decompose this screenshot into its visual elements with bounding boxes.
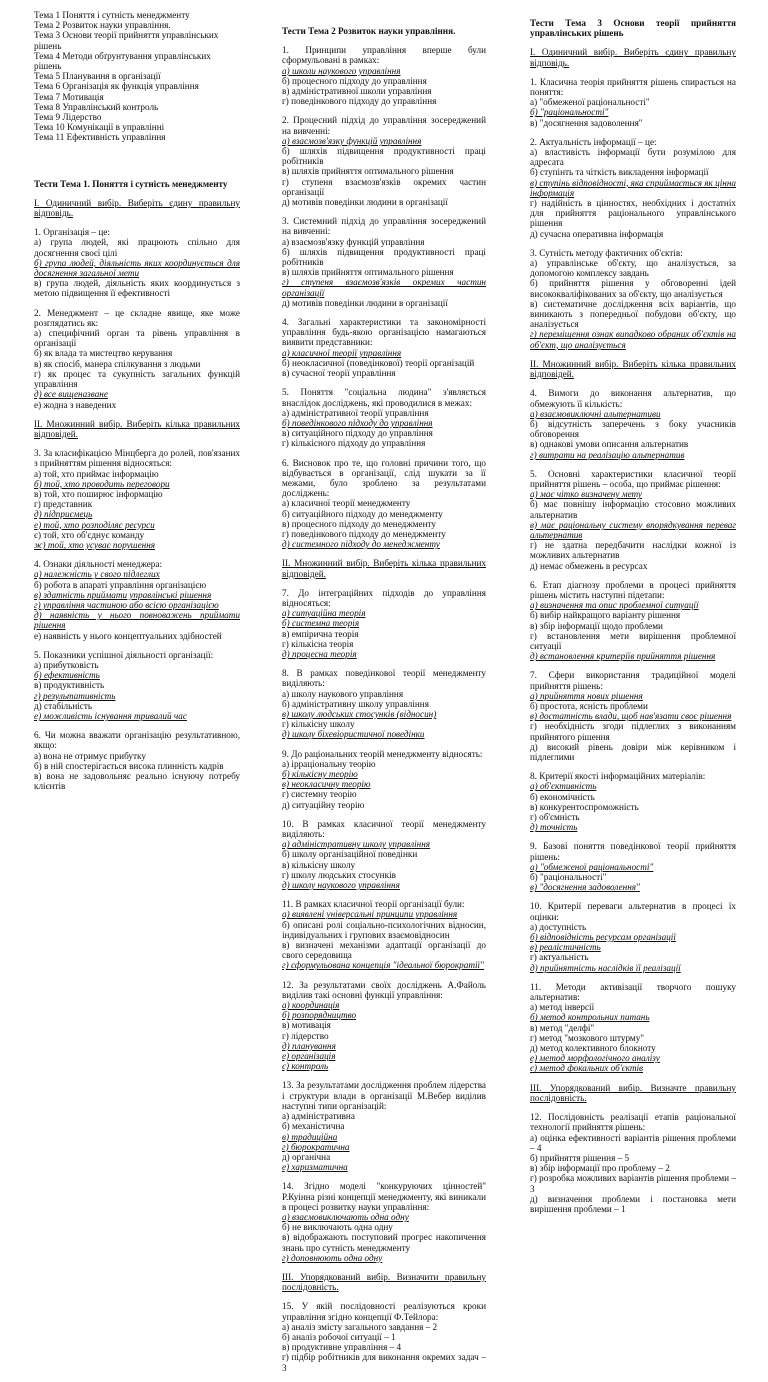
answer-option: в) систематичне дослідження всіх варіантів, що виникають з попередньої побудови об'єкту, що аналізується xyxy=(530,298,736,330)
answer-option: б) вибір найкращого варіанту рішення xyxy=(530,610,681,621)
answer-option: г) розробка можливих варіантів рішення проблеми – 3 xyxy=(530,1173,736,1194)
answer-option-correct: а) ситуаційна теорія xyxy=(282,608,366,619)
question-block xyxy=(282,668,486,739)
answer-option-correct: б) відповідність ресурсам організації xyxy=(530,932,676,943)
question-block xyxy=(34,650,240,721)
answer-option: в) збір інформації щодо проблеми xyxy=(530,620,663,631)
answer-option: д) органічна xyxy=(282,1151,331,1162)
question-text: 12. За результатами своїх досліджень А.Файоль виділив такі основні функції управління: xyxy=(282,979,486,1000)
answer-option: б) простота, ясність проблеми xyxy=(530,700,648,711)
answer-option: а) взаємозв'язку функцій управління xyxy=(282,236,425,247)
answer-option: а) метод інверсії xyxy=(530,1002,595,1013)
answer-option: в) сучасної теорії управління xyxy=(282,368,396,379)
answer-option: г) як процес та сукупність загальних функцій управління xyxy=(34,368,240,390)
answer-option-correct: д) наявність у нього повноважень приймати рішення xyxy=(34,610,240,631)
question-text: 1. Класична теорія прийняття рішень спирається на поняття: xyxy=(530,76,736,98)
answer-option: д) стабільність xyxy=(34,700,93,711)
answer-option-correct: д) планування xyxy=(282,1040,336,1051)
answer-option-correct: в) здатність приймати управлінські рішення xyxy=(34,589,212,600)
answer-option-correct: г) переміщення ознак випадково обраних об'єктів на об'єкт, що аналізується xyxy=(530,329,736,350)
answer-option-correct: б) метод контрольних питань xyxy=(530,1012,650,1023)
question-text: 5. Основні характеристики класичної теорії прийняття рішень – особа, що приймає рішення: xyxy=(530,468,736,489)
answer-option-correct: д) підприємець xyxy=(34,509,93,520)
answer-option: а) ірраціональну теорію xyxy=(282,758,376,769)
answer-option: б) робота в апараті управління організацією xyxy=(34,579,207,590)
right-column xyxy=(530,18,736,1223)
question-text: 4. Вимоги до виконання альтернатив, що обмежують її кількість: xyxy=(530,388,736,409)
question-block xyxy=(282,980,486,1072)
answer-option: в) визначені механізми адаптації організації до свого середовища xyxy=(282,940,486,961)
question-text: 11. Методи активізації творчого пошуку альтернатив: xyxy=(530,981,736,1003)
answer-option-correct: д) точність xyxy=(530,822,578,833)
answer-option-correct: а) взаємозв'язку функцій управління xyxy=(282,135,422,146)
question-block xyxy=(282,1301,486,1372)
question-block xyxy=(34,559,240,641)
answer-option-correct: в) достатність влади, щоб нав'язати своє рішення xyxy=(530,711,732,722)
answer-option: в) емпірична теорія xyxy=(282,628,359,639)
question-block xyxy=(34,227,240,298)
question-text: 15. У якій послідовності реалізуються кроки управління згідно концепції Ф.Тейлора: xyxy=(282,1301,486,1322)
question-text: 12. Послідовність реалізації етапів раціональної технології прийняття рішень: xyxy=(530,1112,736,1133)
answer-option-correct: а) взаємовиключають одна одну xyxy=(282,1211,409,1222)
answer-option-correct: д) все вищеназване xyxy=(34,389,108,400)
topic-list-item: Тема 5 Планування в організації xyxy=(34,71,161,82)
answer-option: в) "досягнення задоволення" xyxy=(530,117,643,128)
answer-option: г) представник xyxy=(34,499,93,510)
question-block xyxy=(282,45,486,106)
answer-option: в) ситуаційного підходу до управління xyxy=(282,428,433,439)
answer-option-correct: г) управління частиною або всією організацією xyxy=(34,599,219,610)
answer-option: а) доступність xyxy=(530,921,587,932)
answer-option: б) описані ролі соціально-психологічних відносин, індивідуальних і групових взаємовідносин xyxy=(282,919,486,940)
answer-option-correct: в) має раціональну систему впорядкування переваг альтернатив xyxy=(530,519,736,540)
question-block xyxy=(34,308,240,410)
answer-option: д) немає обмежень в ресурсах xyxy=(530,560,648,571)
answer-option-correct: д) системного підходу до менеджменту xyxy=(282,539,440,550)
topic-list-item: Тема 8 Управлінський контроль xyxy=(34,101,159,112)
answer-option-correct: а) визначення та опис проблемної ситуації xyxy=(530,600,699,611)
answer-option: в) однакові умови описання альтернатив xyxy=(530,439,689,450)
answer-option: б) шляхів підвищення продуктивності праці робітників xyxy=(282,146,486,167)
answer-option-correct: а) виявлені універсальні принципи управління xyxy=(282,909,458,920)
answer-option-correct: г) витрати на реалізацію альтернатив xyxy=(530,449,685,460)
answer-option: г) поведінкового підходу до управління xyxy=(282,96,437,107)
answer-option: г) не здатна передбачити наслідки кожної із можливих альтернатив xyxy=(530,540,736,561)
answer-option-correct: е) можливість існування тривалий час xyxy=(34,710,187,721)
question-block xyxy=(282,899,486,970)
question-text: 1. Принципи управління вперше були сформульовані в рамках: xyxy=(282,45,486,66)
answer-option: б) економічність xyxy=(530,791,595,802)
section-instruction: ІІ. Множинний вибір. Виберіть кілька правильних відповідей. xyxy=(282,558,486,579)
question-block xyxy=(530,580,736,662)
answer-option: г) системну теорію xyxy=(282,789,357,800)
answer-option: г) актуальність xyxy=(530,952,589,963)
answer-option: д) високий рівень довіри між керівником і підлеглими xyxy=(530,741,736,762)
topic-list-item: Тема 6 Організація як функція управління xyxy=(34,81,199,92)
answer-option-correct: б) розпорядництво xyxy=(282,1010,357,1021)
answer-option-correct: в) школу людських стосунків (відносин) xyxy=(282,708,437,719)
answer-option: а) управлінське об'єкту, що аналізується, за допомогою комплексу завдань xyxy=(530,258,736,279)
answer-option: а) специфічний орган та рівень управління в організації xyxy=(34,328,240,349)
answer-option: г) надійність в цінностях, необхідних і достатніх для прийняття раціонального управлінського рішення xyxy=(530,198,736,229)
answer-option-correct: г) доповнюють одна одну xyxy=(282,1252,383,1263)
test-heading: Тести Тема 3 Основи теорії прийняття управлінських рішень xyxy=(530,18,736,39)
test-topic-2 xyxy=(282,26,486,1373)
question-block xyxy=(530,841,736,892)
answer-option: в) метод "делфі" xyxy=(530,1022,595,1033)
answer-option: б) "раціональності" xyxy=(530,872,607,883)
question-block xyxy=(282,387,486,448)
question-text: 6. Висновок про те, що головні причини того, що відбувається в організації, слід шукати за її межами, було зроблено за результатами досліджень: xyxy=(282,457,486,499)
question-text: 4. Загальні характеристики та закономірності управління будь-якою організацією намагаються виявити представники: xyxy=(282,317,486,348)
answer-option-correct: а) координація xyxy=(282,1000,340,1011)
topic-list xyxy=(34,10,240,143)
answer-option: в) той, хто поширює інформацію xyxy=(34,488,163,499)
answer-option-correct: є) контроль xyxy=(282,1061,329,1072)
question-block xyxy=(34,448,240,550)
answer-option-correct: а) "обмеженої раціональності" xyxy=(530,861,654,872)
question-block xyxy=(282,1181,486,1263)
answer-option: б) не виключають одна одну xyxy=(282,1222,393,1233)
question-block xyxy=(530,137,736,239)
section-instruction: ІІ. Множинний вибір. Виберіть кілька правильних відповідей. xyxy=(34,418,240,439)
answer-option: д) ситуаційну теорію xyxy=(282,799,365,810)
answer-option: д) метод колективного блокноту xyxy=(530,1043,656,1054)
question-text: 6. Чи можна вважати організацію результативною, якщо: xyxy=(34,730,240,751)
answer-option-correct: г) результативність xyxy=(34,690,116,701)
answer-option-correct: д) прийнятність наслідків її реалізації xyxy=(530,962,681,973)
answer-option: е) жодна з наведених xyxy=(34,399,117,410)
answer-option: а) той, хто приймає інформацію xyxy=(34,468,159,479)
question-text: 10. В рамках класичної теорії менеджменту виділяють: xyxy=(282,818,486,840)
answer-option: г) встановлення мети вирішення проблемної ситуації xyxy=(530,630,736,651)
answer-option: д) мотивів поведінки людини в організації xyxy=(282,297,448,308)
answer-option-correct: в) "досягнення задоволення" xyxy=(530,882,640,893)
left-column xyxy=(34,10,240,800)
answer-option: в) продуктивність xyxy=(34,680,105,691)
question-text: 10. Критерії переваги альтернатив в процесі їх оцінки: xyxy=(530,901,736,922)
question-text: 4. Ознаки діяльності менеджера: xyxy=(34,559,163,570)
answer-option: в) кількісну школу xyxy=(282,859,356,870)
section-instruction: ІІІ. Упорядкований вибір. Визначте правильну послідовність. xyxy=(530,1082,736,1103)
answer-option: б) школу організаційної поведінки xyxy=(282,849,418,860)
topic-list-item: Тема 1 Поняття і сутність менеджменту xyxy=(34,10,190,20)
answer-option: д) мотивів поведінки людини в організації xyxy=(282,197,448,208)
answer-option: г) ступеня взаємозв'язків окремих частин організації xyxy=(282,176,486,197)
answer-option-correct: б) ефективність xyxy=(34,670,100,681)
answer-option: б) ситуаційного підходу до менеджменту xyxy=(282,508,443,519)
answer-option-correct: а) адміністративну школу управління xyxy=(282,839,431,850)
answer-option: в) група людей, діяльність яких координується з метою підвищення її ефективності xyxy=(34,278,240,299)
question-block xyxy=(530,982,736,1074)
answer-option-correct: а) має чітко визначену мету xyxy=(530,489,643,500)
question-text: 1. Організація – це: xyxy=(34,227,110,238)
question-text: 2. Процесний підхід до управління зосереджений на вивченні: xyxy=(282,115,486,136)
answer-option: в) вона не задовольняє реально існуючу потребу клієнтів xyxy=(34,771,240,792)
answer-option: г) підбір робітників для виконання окремих задач – 3 xyxy=(282,1352,486,1373)
answer-option-correct: ж) той, хто усуває порушення xyxy=(34,539,156,550)
question-text: 3. Системний підхід до управління зосереджений на вивченні: xyxy=(282,216,486,237)
question-block xyxy=(282,458,486,550)
answer-option: б) відсутність заперечень з боку учасників обговорення xyxy=(530,418,736,440)
answer-option: в) адміністративної школи управління xyxy=(282,86,432,97)
question-block xyxy=(530,1112,736,1214)
topic-list-item: Тема 9 Лідерство xyxy=(34,112,102,123)
question-text: 11. В рамках класичної теорії організації були: xyxy=(282,899,465,910)
question-text: 9. До раціональних теорій менеджменту відносять: xyxy=(282,748,483,759)
answer-option-correct: б) системна теорія xyxy=(282,618,360,629)
question-text: 7. Сфери використання традиційної моделі прийняття рішень: xyxy=(530,670,736,691)
answer-option: г) поведінкового підходу до менеджменту xyxy=(282,528,446,539)
answer-option: б) в ній спостерігається висока плинність кадрів xyxy=(34,760,224,771)
answer-option: в) конкурентоспроможність xyxy=(530,801,639,812)
answer-option: д) сучасна оперативна інформація xyxy=(530,228,664,239)
answer-option: г) необхідність згоди підлеглих з виконанням прийнятого рішення xyxy=(530,721,736,742)
topic-list-item: Тема 2 Розвиток науки управління. xyxy=(34,20,171,31)
answer-option: а) школу наукового управління xyxy=(282,688,404,699)
answer-option-correct: д) школу наукового управління xyxy=(282,880,400,891)
answer-option: в) відображають поступовий прогрес накопичення знань про сутність менеджменту xyxy=(282,1232,486,1253)
question-block xyxy=(530,771,736,832)
answer-option: г) лідерство xyxy=(282,1030,329,1041)
question-text: 8. Критерії якості інформаційних матеріалів: xyxy=(530,771,706,782)
answer-option: г) кількісна теорія xyxy=(282,638,354,649)
question-text: 3. Сутність методу фактичних об'єктів: xyxy=(530,247,683,258)
question-block xyxy=(282,1080,486,1172)
answer-option-correct: д) школу біхевіористичної поведінки xyxy=(282,729,425,740)
answer-option: в) як спосіб, манера спілкування з людьми xyxy=(34,358,201,369)
answer-option: г) школу людських стосунків xyxy=(282,869,396,880)
answer-option-correct: д) процесна теорія xyxy=(282,648,357,659)
question-block xyxy=(282,216,486,308)
answer-option: б) ступінть та чіткість викладення інформації xyxy=(530,167,709,178)
answer-option: б) прийняття рішення у обговоренні ідей висококваліфікованих за об'єкту, що аналізується xyxy=(530,278,736,299)
topic-list-item: Тема 3 Основи теорії прийняття управлінських рішень xyxy=(34,30,221,51)
answer-option-correct: е) метод морфологічного аналізу xyxy=(530,1053,660,1064)
answer-option-correct: а) належність у свого підлеглих xyxy=(34,569,160,580)
answer-option-correct: в) традиційна xyxy=(282,1131,338,1142)
answer-option: г) об'ємність xyxy=(530,812,580,823)
answer-option-correct: б) поведінкового підходу до управління xyxy=(282,417,433,428)
question-text: 9. Базові поняття поведінкової теорії прийняття рішень: xyxy=(530,841,736,862)
answer-option: г) кількісного підходу до управління xyxy=(282,438,426,449)
answer-option: д) визначення проблеми і постановка мети вирішення проблеми – 1 xyxy=(530,1193,736,1214)
answer-option: б) шляхів підвищення продуктивності праці робітників xyxy=(282,246,486,268)
question-block xyxy=(282,819,486,890)
section-instruction: І. Одиничний вибір. Виберіть єдину правильну відповідь. xyxy=(530,47,736,68)
answer-option: б) аналіз робочої ситуації – 1 xyxy=(282,1331,396,1342)
answer-option: а) "обмеженої раціональності" xyxy=(530,97,650,108)
test-topic-3 xyxy=(530,18,736,1214)
question-block xyxy=(530,77,736,128)
answer-option: в) продуктивне управління – 4 xyxy=(282,1342,402,1353)
answer-option: а) властивість інформації бути розумілою для адресата xyxy=(530,147,736,168)
test-topic-1 xyxy=(34,179,240,792)
topic-list-item: Тема 7 Мотивація xyxy=(34,91,104,102)
question-block xyxy=(282,749,486,810)
question-text: 13. За результатами дослідження проблем лідерства і структури влади в організації М.Вебер виділив наступні типи організацій: xyxy=(282,1080,486,1111)
answer-option-correct: г) бюрократична xyxy=(282,1141,350,1152)
answer-option: г) метод "мозкового штурму" xyxy=(530,1032,645,1043)
answer-option: а) прибутковість xyxy=(34,659,99,670)
question-block xyxy=(530,388,736,459)
answer-option: б) неокласичної (поведінкової) теорії організацій xyxy=(282,357,475,368)
question-text: 8. В рамках поведінкової теорії менеджменту виділяють: xyxy=(282,668,486,689)
question-block xyxy=(282,317,486,378)
answer-option-correct: а) школи наукового управління xyxy=(282,65,401,76)
question-block xyxy=(34,730,240,791)
answer-option-correct: б) той, хто проводить переговори xyxy=(34,478,170,489)
question-text: 14. Згідно моделі "конкуруючих цінностей" Р.Куінна різні концепції менеджменту, які виникали в процесі розвитку науки управління: xyxy=(282,1181,486,1212)
question-text: 7. До інтеграційних підходів до управління відносяться: xyxy=(282,587,486,608)
question-text: 6. Етап діагнозу проблеми в процесі прийняття рішень містить наступні підетапи: xyxy=(530,579,736,600)
answer-option: в) процесного підходу до менеджменту xyxy=(282,518,436,529)
question-block xyxy=(530,469,736,571)
answer-option: а) група людей, які працюють спільно для досягнення своєї цілі xyxy=(34,237,240,258)
answer-option: б) як влада та мистецтво керування xyxy=(34,348,173,359)
question-text: 5. Показники успішної діяльності організації: xyxy=(34,649,214,660)
answer-option-correct: е) організація xyxy=(282,1051,336,1062)
answer-option-correct: є) метод фокальних об'єктів xyxy=(530,1063,644,1074)
question-text: 3. За класифікацією Мінцберга до ролей, пов'язаних з прийняттям рішення відносяться: xyxy=(34,448,240,469)
topic-list-item: Тема 4 Методи обґрунтування управлінських рішень xyxy=(34,50,214,72)
question-text: 5. Поняття "соціальна людина" з'являється внаслідок досліджень, які проводилися в межах: xyxy=(282,387,486,408)
answer-option-correct: в) ступінь відповідності, яка сприймається як цінна інформація xyxy=(530,177,736,198)
question-block xyxy=(282,588,486,659)
answer-option-correct: а) взаємовиключні альтернативи xyxy=(530,408,661,419)
answer-option: в) шляхів прийняття оптимального рішення xyxy=(282,267,454,278)
answer-option-correct: в) неокласичну теорію xyxy=(282,779,371,790)
answer-option-correct: б) кількісну теорію xyxy=(282,769,358,779)
topic-list-item: Тема 10 Комунікації в управлінні xyxy=(34,122,165,133)
answer-option: б) має повнішу інформацію стосовно можливих альтернатив xyxy=(530,499,736,520)
answer-option: б) адміністративну школу управління xyxy=(282,698,429,709)
answer-option: в) шляхів прийняття оптимального рішення xyxy=(282,166,454,177)
question-block xyxy=(530,670,736,762)
answer-option: а) класичної теорії менеджменту xyxy=(282,498,411,509)
section-instruction: ІІІ. Упорядкований вибір. Визначити правильну послідовність. xyxy=(282,1271,486,1293)
test-heading: Тести Тема 1. Поняття і сутність менеджменту xyxy=(34,178,228,189)
question-text: 2. Менеджмент – це складне явище, яке може розглядатись як: xyxy=(34,307,240,328)
answer-option: а) адміністративної теорії управління xyxy=(282,407,429,418)
answer-option: а) вона не отримує прибутку xyxy=(34,750,146,761)
question-text: 2. Актуальність інформації – це: xyxy=(530,136,657,147)
answer-option: а) аналіз змісту загального завдання – 2 xyxy=(282,1321,438,1332)
test-heading: Тести Тема 2 Розвиток науки управління. xyxy=(282,26,456,36)
answer-option-correct: е) той, хто розподіляє ресурси xyxy=(34,519,155,530)
answer-option-correct: б) група людей, діяльність яких координується для досягнення загальної мети xyxy=(34,257,240,279)
answer-option: є) той, хто об'єднує команду xyxy=(34,529,145,540)
section-instruction: ІІ. Множинний вибір. Виберіть кілька правильних відповідей. xyxy=(530,358,736,380)
answer-option: е) наявність у нього концептуальних здібностей xyxy=(34,630,222,641)
answer-option-correct: е) харизматична xyxy=(282,1162,348,1173)
answer-option-correct: а) прийняття нових рішення xyxy=(530,690,643,701)
question-block xyxy=(282,115,486,207)
answer-option-correct: д) встановлення критеріїв прийняття рішення xyxy=(530,651,716,662)
answer-option-correct: г) ступеня взаємозв'язків окремих частин організації xyxy=(282,277,486,298)
answer-option: б) прийняття рішення – 5 xyxy=(530,1152,630,1163)
answer-option: в) збір інформації про проблему – 2 xyxy=(530,1163,670,1174)
answer-option-correct: г) сформульована концепція "ідеальної бюрократії" xyxy=(282,960,484,971)
answer-option: б) процесного підходу до управління xyxy=(282,75,427,86)
question-block xyxy=(530,901,736,972)
answer-option-correct: а) класичної теорії управління xyxy=(282,347,402,358)
middle-column xyxy=(282,26,486,1382)
section-instruction: І. Одиничний вибір. Виберіть єдину правильну відповідь. xyxy=(34,197,240,219)
answer-option: а) адміністративна xyxy=(282,1111,355,1122)
answer-option: в) мотивація xyxy=(282,1020,331,1031)
answer-option: б) механістична xyxy=(282,1121,345,1132)
answer-option: г) кількісну школу xyxy=(282,719,355,730)
question-block xyxy=(530,248,736,350)
answer-option-correct: в) реалістичність xyxy=(530,942,601,953)
topic-list-item: Тема 11 Ефективність управління xyxy=(34,132,166,143)
answer-option-correct: б) "раціональності" xyxy=(530,107,609,118)
answer-option: а) оцінка ефективності варіантів рішення проблеми – 4 xyxy=(530,1132,736,1153)
answer-option-correct: а) об'єктивність xyxy=(530,781,597,792)
